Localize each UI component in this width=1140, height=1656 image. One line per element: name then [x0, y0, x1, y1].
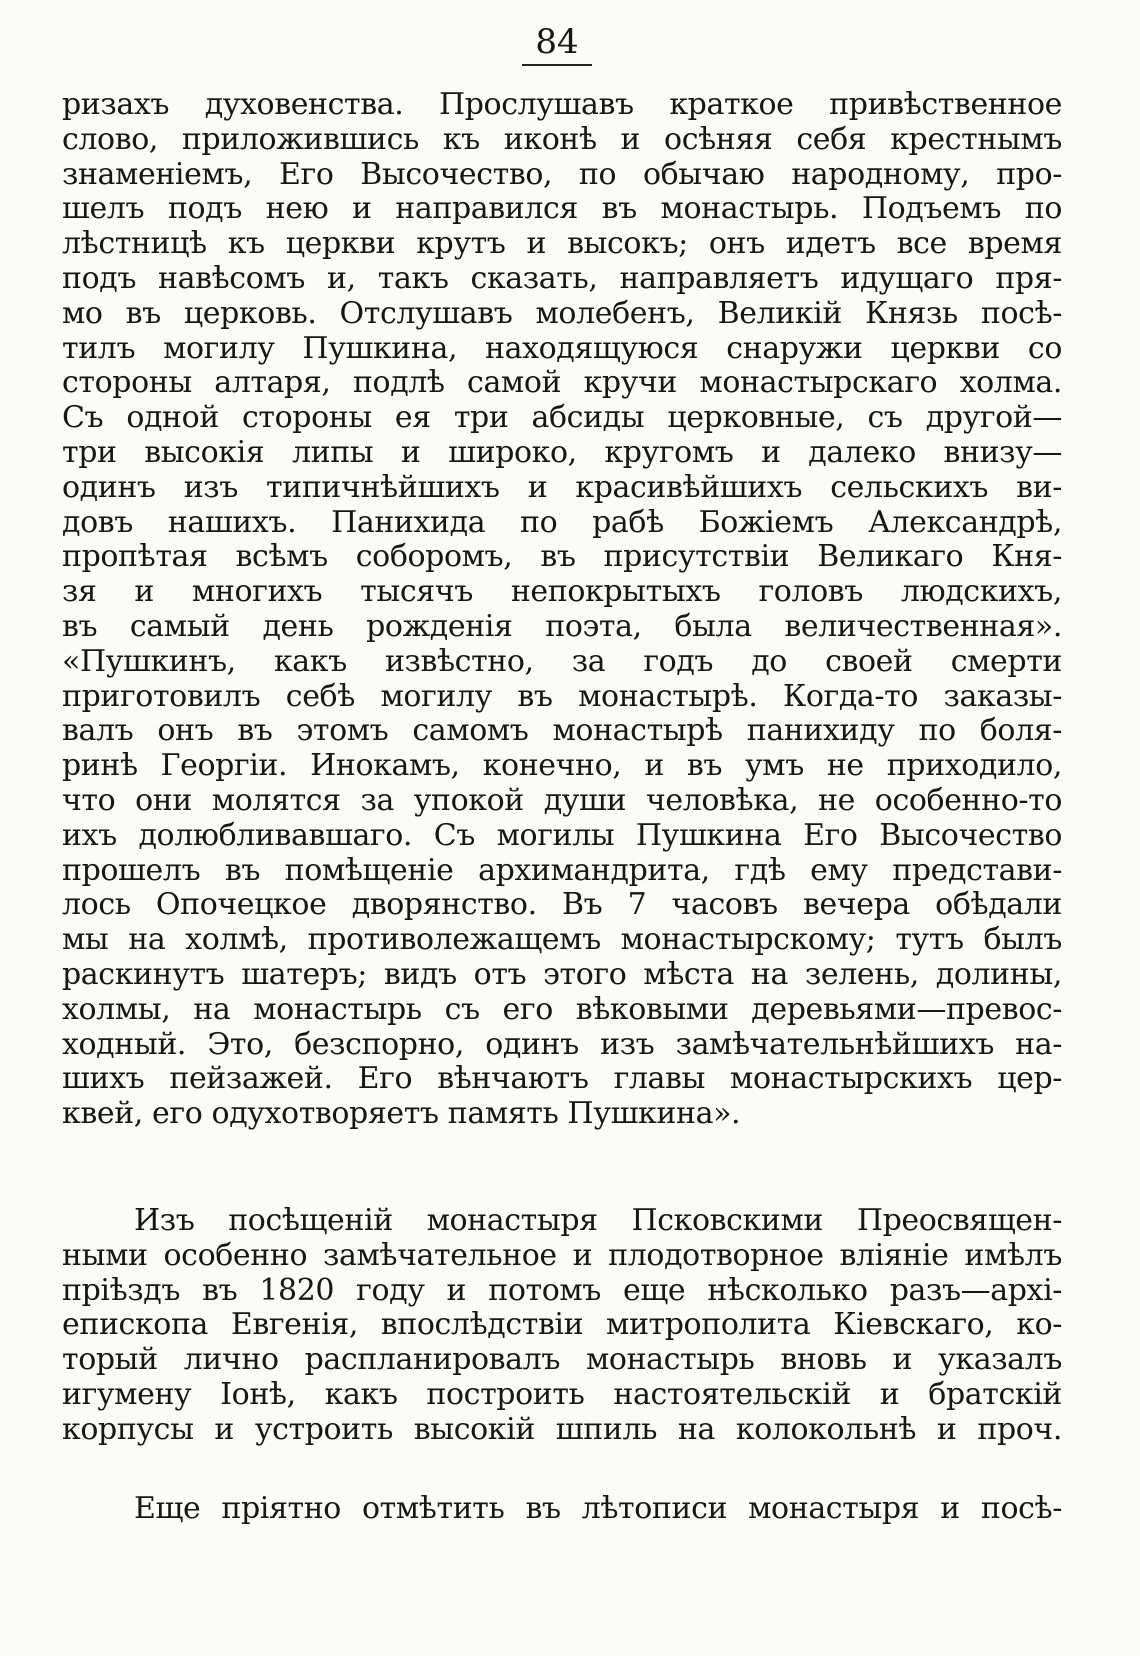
text-line: ринѣ Георгіи. Инокамъ, конечно, и въ умъ не приходило, [62, 748, 1062, 784]
text-line: приготовилъ себѣ могилу въ монастырѣ. Когда-то заказы- [62, 678, 1062, 714]
text-line: подъ навѣсомъ и, такъ сказать, направляетъ идущаго пря- [62, 260, 1062, 296]
text-line: ихъ долюбливавшаго. Съ могилы Пушкина Его Высочество [62, 817, 1062, 853]
text-line: пріѣздъ въ 1820 году и потомъ еще нѣсколько разъ—архі- [62, 1272, 1062, 1308]
text-line: что они молятся за упокой души человѣка, не особенно-то [62, 782, 1062, 818]
text-line: торый лично распланировалъ монастырь вновь и указалъ [62, 1342, 1062, 1378]
text-line: Съ одной стороны ея три абсиды церковные, съ другой— [62, 400, 1062, 436]
text-line: знаменіемъ, Его Высочество, по обычаю народному, про- [62, 156, 1062, 192]
text-line: лѣстницѣ къ церкви крутъ и высокъ; онъ идетъ все время [62, 226, 1062, 262]
page-number: 84 [522, 20, 592, 66]
text-line: слово, приложившись къ иконѣ и осѣняя себя крестнымъ [62, 121, 1062, 157]
text-line: довъ нашихъ. Панихида по рабѣ Божіемъ Александрѣ, [62, 504, 1062, 540]
text-line: въ самый день рожденія поэта, была величественная». [62, 608, 1062, 644]
paragraph [62, 1492, 1062, 1527]
text-line: ризахъ духовенства. Прослушавъ краткое привѣственное [62, 87, 1062, 122]
text-line: мо въ церковь. Отслушавъ молебенъ, Великій Князь посѣ- [62, 295, 1062, 331]
text-line: одинъ изъ типичнѣйшихъ и красивѣйшихъ сельскихъ ви- [62, 469, 1062, 505]
text-line: мы на холмѣ, противолежащемъ монастырскому; тутъ былъ [62, 922, 1062, 958]
text-line: ходный. Это, безспорно, одинъ изъ замѣчательнѣйшихъ на- [62, 1026, 1062, 1062]
text-line: лось Опочецкое дворянство. Въ 7 часовъ вечера обѣдали [62, 887, 1062, 923]
text-line: три высокія липы и широко, кругомъ и далеко внизу— [62, 434, 1062, 470]
text-line: корпусы и устроить высокій шпиль на колокольнѣ и проч. [62, 1411, 1062, 1447]
text-line: раскинутъ шатеръ; видъ отъ этого мѣста на зелень, долины, [62, 956, 1062, 992]
text-line: игумену Іонѣ, какъ построить настоятельскій и братскій [62, 1376, 1062, 1412]
paragraph [62, 88, 1062, 1132]
text-line: холмы, на монастырь съ его вѣковыми деревьями—превос- [62, 991, 1062, 1027]
text-line: Еще пріятно отмѣтить въ лѣтописи монастыря и посѣ- [134, 1491, 1062, 1526]
text-line: шелъ подъ нею и направился въ монастырь. Подъемъ по [62, 191, 1062, 227]
text-line: прошелъ въ помѣщеніе архимандрита, гдѣ ему представи- [62, 852, 1062, 888]
text-line: шихъ пейзажей. Его вѣнчаютъ главы монастырскихъ цер- [62, 1061, 1062, 1097]
text-line: Изъ посѣщеній монастыря Псковскими Преосвящен- [134, 1203, 1062, 1238]
text-line: квей, его одухотворяетъ память Пушкина». [62, 1096, 741, 1132]
text-line: епископа Евгенія, впослѣдствіи митрополита Кіевскаго, ко- [62, 1307, 1062, 1343]
text-line: пропѣтая всѣмъ соборомъ, въ присутствіи Великаго Кня- [62, 539, 1062, 575]
paragraph [62, 1204, 1062, 1448]
text-line: «Пушкинъ, какъ извѣстно, за годъ до своей смерти [62, 643, 1062, 679]
text-line: ными особенно замѣчательное и плодотворное вліяніе имѣлъ [62, 1237, 1062, 1273]
text-line: стороны алтаря, подлѣ самой кручи монастырскаго холма. [62, 365, 1062, 401]
text-line: зя и многихъ тысячъ непокрытыхъ головъ людскихъ, [62, 574, 1062, 610]
text-line: валъ онъ въ этомъ самомъ монастырѣ панихиду по боля- [62, 713, 1062, 749]
text-line: тилъ могилу Пушкина, находящуюся снаружи церкви со [62, 330, 1062, 366]
